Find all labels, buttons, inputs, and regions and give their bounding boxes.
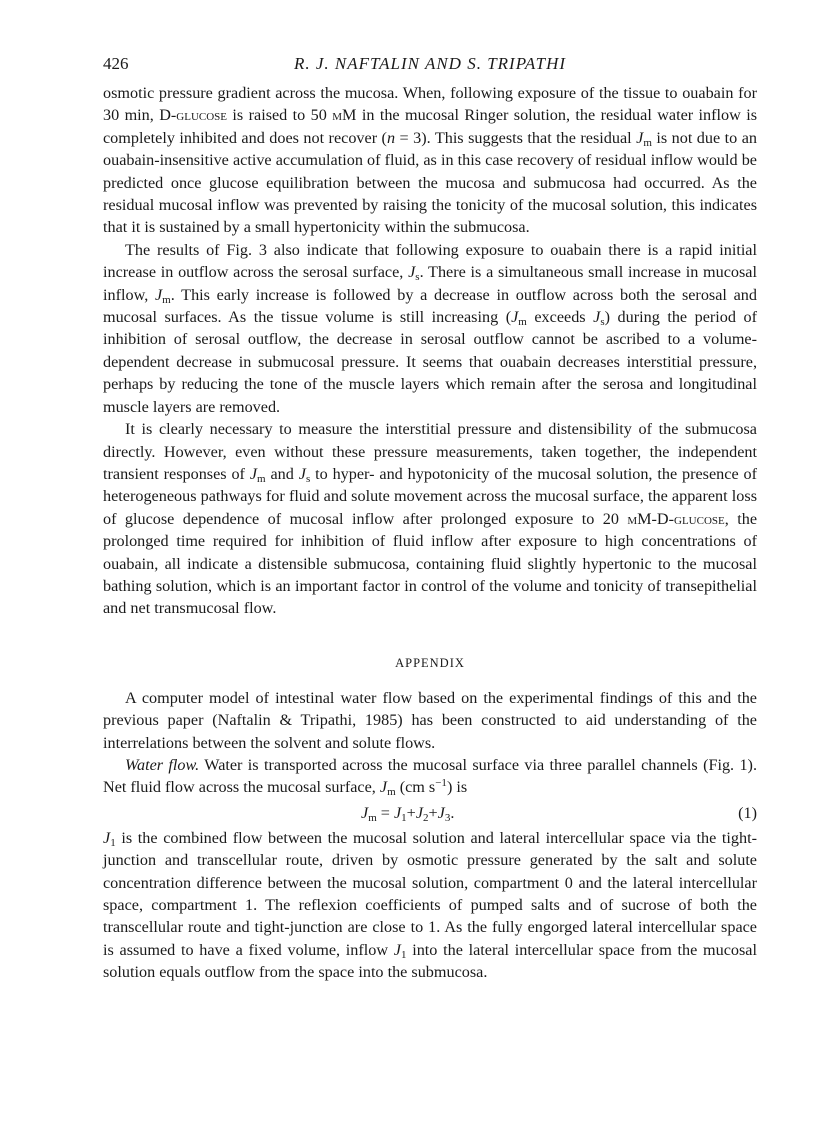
page-header [103, 54, 757, 82]
appendix-paragraph-2: Water flow. Water is transported across the mucosal surface via three parallel channels (Fig. 1). Net fluid flow across the mucosal surface, $J_m$ (cm $s^{-1}$) is [103, 755, 757, 799]
page [103, 54, 757, 984]
body-paragraph-2: The results of Fig. 3 also indicate that following exposure to ouabain there is a rapid initial increase in outflow across the serosal surface, $J_s$. There is a simultaneous small increase in mucosal inflow, $J_m$. This early increase is followed by a decrease in outflow across both the serosal and mucosal surfaces. As the tissue volume is still increasing ($J_m$ exceeds $J_s$) during the period of inhibition of serosal outflow, the decrease in serosal outflow cannot be ascribed to a volume-dependent decrease in submucosal pressure. It seems that ouabain decreases interstitial pressure, perhaps by reducing the tone of the muscle layers which remain after the serosa and longitudinal muscle layers are removed. [103, 240, 757, 416]
page-number: 426 [103, 54, 129, 73]
equation-number: (1) [738, 803, 757, 822]
equation-body: $J_m = J_1+J_2+J_3$. [361, 803, 455, 824]
running-head: R. J. NAFTALIN AND S. TRIPATHI [293, 54, 567, 73]
appendix-paragraph-1: A computer model of intestinal water flow based on the experimental findings of this and the previous paper (Naftalin & Tripathi, 1985) has been constructed to aid understanding of the interrelations between the solvent and solute flows. [103, 688, 757, 752]
appendix-heading: APPENDIX [395, 655, 465, 670]
water-flow-run-in: Water flow. [125, 755, 200, 774]
body-paragraph-3: It is clearly necessary to measure the interstitial pressure and distensibility of the submucosa directly. However, even without these pressure measurements, taken together, the independent transient responses of $J_m$ and $J_s$ to hyper- and hypotonicity of the mucosal solution, the presence of heterogeneous pathways for fluid and solute movement across the mucosal surface, the apparent loss of glucose dependence of mucosal inflow after prolonged exposure to 20 mM-D-glucose, the prolonged time required for inhibition of fluid inflow after exposure to high concentrations of ouabain, all indicate a distensible submucosa, containing fluid slightly hypertonic to the mucosal bathing solution, which is an important factor in control of the volume and tonicity of transepithelial and net transmucosal flow. [103, 420, 758, 618]
appendix-paragraph-3: $J_1$ is the combined flow between the mucosal solution and lateral intercellular space via the tight-junction and transcellular route, driven by osmotic pressure generated by the salt and solute concentration difference between the mucosal solution, compartment 0 and the lateral intercellular space, compartment 1. The reflexion coefficients of pumped salts and of sucrose of both the transcellular route and tight-junction are close to 1. As the fully engorged lateral intercellular space is assumed to have a fixed volume, inflow $J_1$ into the lateral intercellular space from the mucosal solution equals outflow from the space into the submucosa. [103, 828, 757, 982]
equation-1 [103, 799, 757, 827]
body-paragraph-1: osmotic pressure gradient across the mucosa. When, following exposure of the tissue to ouabain for 30 min, D-glucose is raised to 50 mM in the mucosal Ringer solution, the residual water inflow is completely inhibited and does not recover (n = 3). This suggests that the residual $J_m$ is not due to an ouabain-insensitive active accumulation of fluid, as in this case recovery of residual inflow would be predicted once glucose equilibration between the mucosa and submucosa had occurred. As the residual mucosal inflow was prevented by raising the tonicity of the mucosal solution, this indicates that it is sustained by a small hypertonicity within the submucosa. [103, 84, 758, 237]
